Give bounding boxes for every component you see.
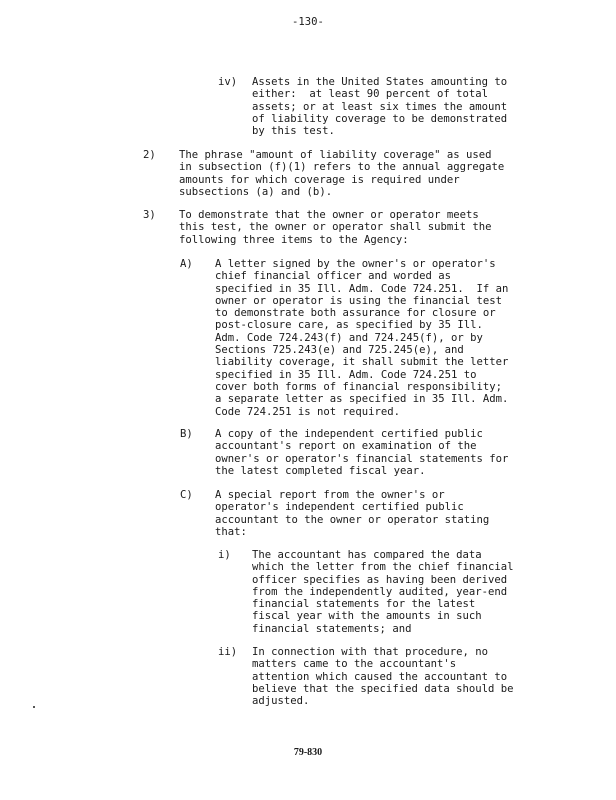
text-line: to demonstrate both assurance for closure or bbox=[215, 307, 496, 320]
text-line: post-closure care, as specified by 35 Ill. bbox=[215, 319, 483, 332]
text-line: Code 724.251 is not required. bbox=[215, 405, 400, 418]
text-line: subsections (a) and (b). bbox=[179, 185, 333, 198]
text-line: financial statements for the latest bbox=[252, 598, 476, 611]
item-label: iv) bbox=[218, 76, 238, 88]
text-line: that: bbox=[215, 525, 247, 538]
page-footer-code: 79-830 bbox=[293, 747, 323, 758]
item-label: A) bbox=[180, 258, 193, 270]
item-text bbox=[215, 428, 508, 477]
item-label: 2) bbox=[143, 149, 156, 161]
text-line: a separate letter as specified in 35 Ill. Adm. bbox=[215, 393, 509, 406]
item-text bbox=[252, 646, 514, 707]
item-label: C) bbox=[180, 489, 193, 501]
text-line: A letter signed by the owner's or operator's bbox=[215, 258, 496, 270]
text-line: matters came to the accountant's bbox=[252, 658, 457, 671]
text-line: A special report from the owner's or bbox=[215, 489, 445, 501]
item-text bbox=[252, 549, 514, 635]
text-line: owner's or operator's financial statements for bbox=[215, 452, 509, 465]
text-line: amounts for which coverage is required under bbox=[179, 173, 460, 186]
text-line: owner or operator is using the financial test bbox=[215, 294, 503, 307]
text-line: Adm. Code 724.243(f) and 724.245(f), or by bbox=[215, 331, 483, 344]
text-line: which the letter from the chief financial bbox=[252, 561, 514, 574]
text-line: financial statements; and bbox=[252, 622, 412, 635]
text-line: chief financial officer and worded as bbox=[215, 270, 451, 283]
text-line: accountant to the owner or operator stating bbox=[215, 513, 490, 526]
text-line: In connection with that procedure, no bbox=[252, 646, 488, 658]
text-line: this test, the owner or operator shall submit the bbox=[179, 221, 492, 234]
text-line: assets; or at least six times the amount bbox=[252, 100, 508, 113]
text-line: officer specifies as having been derived bbox=[252, 573, 508, 586]
text-line: specified in 35 Ill. Adm. Code 724.251. If an bbox=[215, 282, 509, 295]
text-line: cover both forms of financial responsibility; bbox=[215, 380, 503, 393]
text-line: either: at least 90 percent of total bbox=[252, 88, 488, 101]
text-line: believe that the specified data should be bbox=[252, 682, 514, 695]
text-line: Assets in the United States amounting to bbox=[252, 76, 508, 88]
text-line: in subsection (f)(1) refers to the annual aggregate bbox=[179, 161, 505, 174]
text-line: specified in 35 Ill. Adm. Code 724.251 to bbox=[215, 368, 477, 381]
item-label: B) bbox=[180, 428, 193, 440]
text-line: following three items to the Agency: bbox=[179, 233, 409, 246]
text-line: liability coverage, it shall submit the letter bbox=[215, 356, 509, 369]
text-line: The accountant has compared the data bbox=[252, 549, 482, 561]
text-line: attention which caused the accountant to bbox=[252, 670, 508, 683]
text-line: from the independently audited, year-end bbox=[252, 585, 508, 598]
item-text bbox=[215, 489, 489, 538]
text-line: by this test. bbox=[252, 125, 335, 138]
item-text bbox=[252, 76, 507, 137]
item-text bbox=[179, 209, 492, 246]
item-label: 3) bbox=[143, 209, 156, 221]
text-line: A copy of the independent certified public bbox=[215, 428, 483, 440]
text-line: To demonstrate that the owner or operator meets bbox=[179, 209, 479, 221]
item-text bbox=[215, 258, 508, 418]
text-line: accountant's report on examination of the bbox=[215, 440, 477, 453]
text-line: Sections 725.243(e) and 725.245(e), and bbox=[215, 344, 464, 357]
text-line: of liability coverage to be demonstrated bbox=[252, 112, 508, 125]
page-number: -130- bbox=[292, 16, 324, 28]
item-label: ii) bbox=[218, 646, 238, 658]
text-line: the latest completed fiscal year. bbox=[215, 464, 426, 477]
scan-speck bbox=[33, 706, 35, 708]
item-text bbox=[179, 149, 504, 198]
text-line: The phrase "amount of liability coverage" as used bbox=[179, 149, 492, 161]
text-line: adjusted. bbox=[252, 695, 310, 708]
item-label: i) bbox=[218, 549, 231, 561]
text-line: operator's independent certified public bbox=[215, 501, 464, 514]
text-line: fiscal year with the amounts in such bbox=[252, 610, 482, 623]
